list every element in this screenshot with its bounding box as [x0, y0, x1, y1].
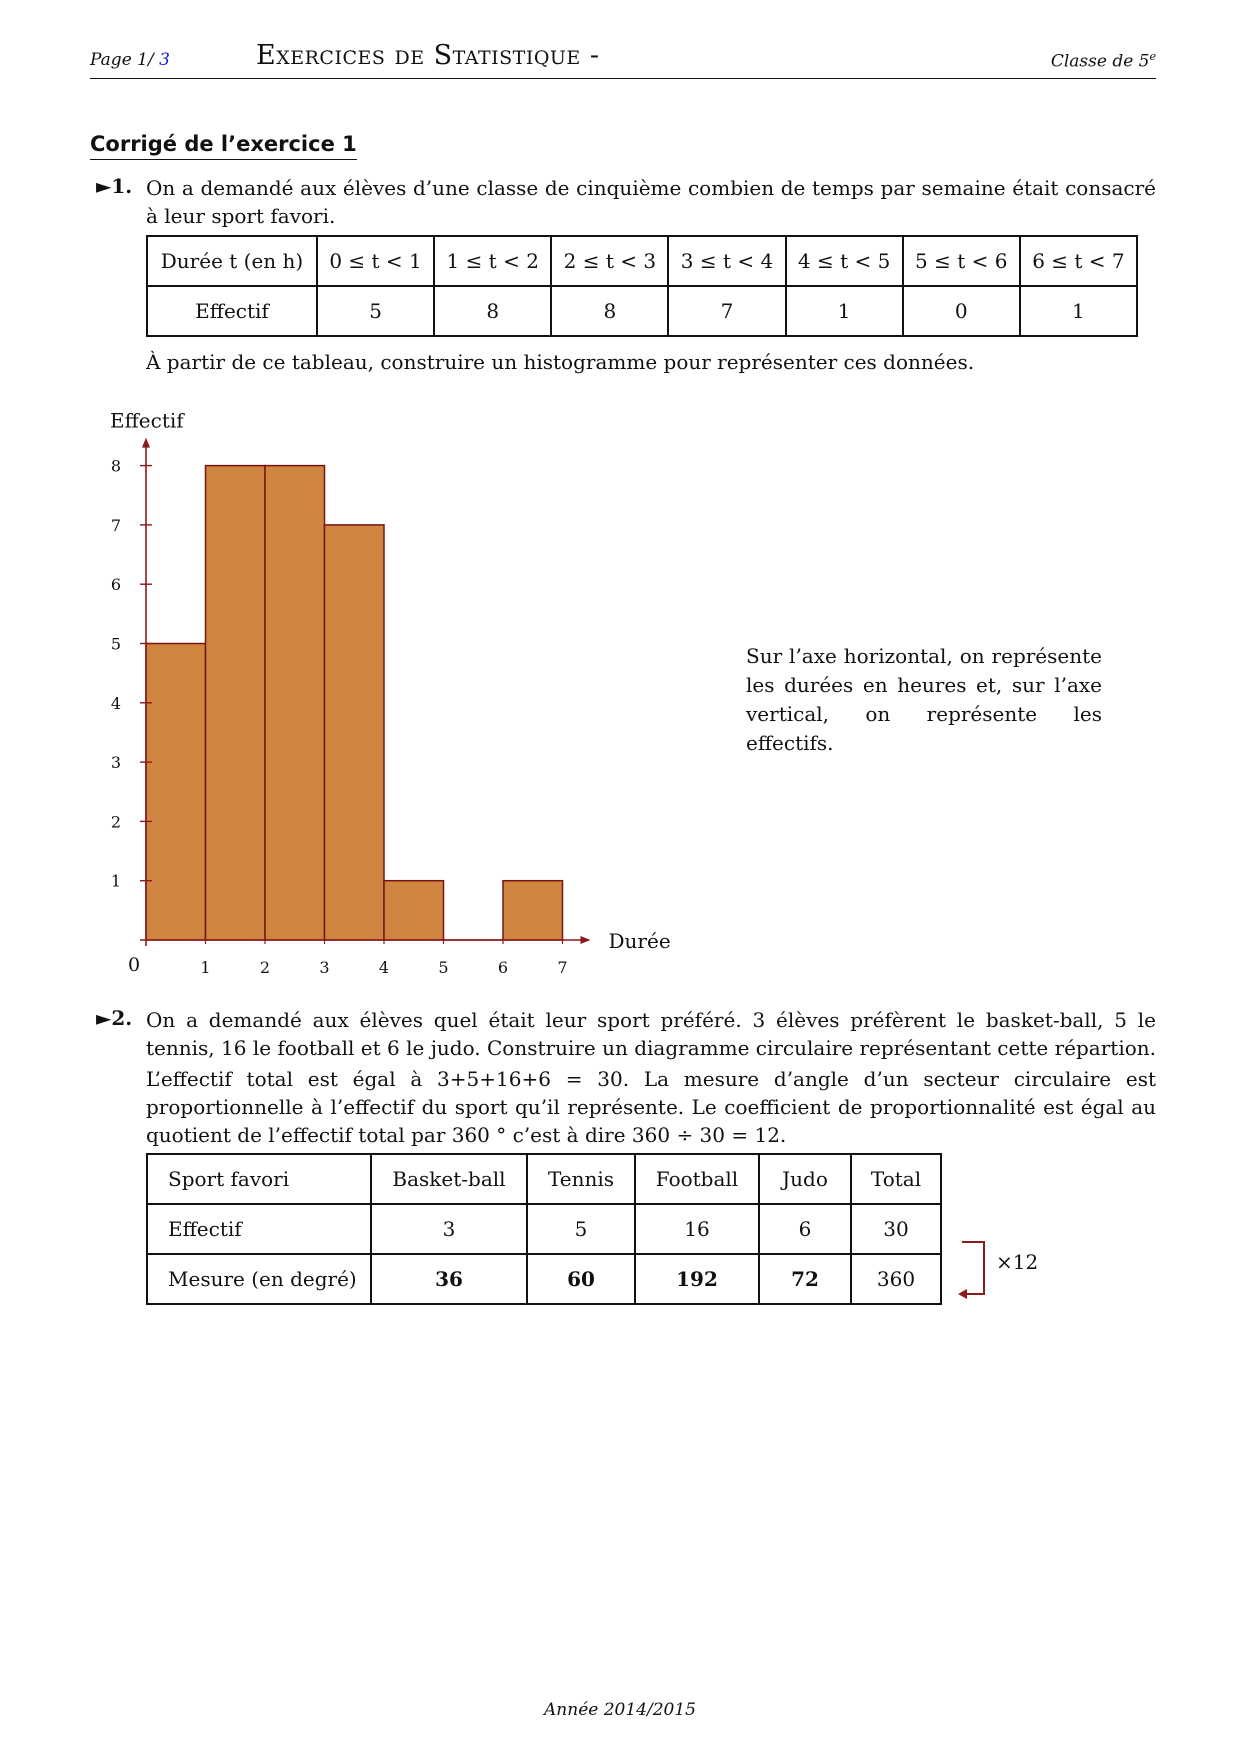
- y-tick-label: 7: [110, 515, 122, 535]
- multiply-arrow-icon: [956, 1236, 996, 1306]
- header-rule: [90, 78, 1156, 79]
- y-tick-label: 2: [110, 812, 122, 832]
- class-label-sup: e: [1149, 50, 1156, 63]
- table-cell: 60: [527, 1254, 635, 1304]
- x-tick-label: 5: [438, 958, 449, 977]
- section-title: Corrigé de l’exercice 1: [90, 132, 357, 160]
- table-cell: Durée t (en h): [147, 236, 317, 286]
- table-row: [147, 1204, 941, 1254]
- table-cell: 1: [1020, 286, 1137, 336]
- table-row: [147, 1254, 941, 1304]
- x-tick-label: 3: [319, 958, 330, 977]
- q2-marker: ►2.: [96, 1006, 133, 1030]
- x-tick-label: 7: [557, 958, 568, 977]
- x-tick-label: 4: [378, 958, 390, 977]
- q1-marker: ►1.: [96, 174, 133, 198]
- footer-year: Année 2014/2015: [544, 1700, 696, 1720]
- y-axis-label: Effectif: [110, 408, 184, 433]
- table-cell: 0: [903, 286, 1020, 336]
- y-tick-label: 6: [110, 575, 122, 595]
- sport-table: [146, 1153, 942, 1305]
- table-cell: Football: [635, 1154, 759, 1204]
- histogram-bar: [265, 466, 325, 940]
- histogram-bar: [503, 881, 563, 940]
- table-cell: Sport favori: [147, 1154, 371, 1204]
- q1-instruction: À partir de ce tableau, construire un histogramme pour représenter ces données.: [146, 350, 975, 374]
- table-cell: 72: [759, 1254, 851, 1304]
- table-cell: Tennis: [527, 1154, 635, 1204]
- table-cell: 360: [851, 1254, 941, 1304]
- table-cell: 1 ≤ t < 2: [434, 236, 551, 286]
- x-tick-label: 2: [259, 958, 271, 977]
- y-tick-label: 8: [110, 456, 122, 476]
- table-row: [147, 1154, 941, 1204]
- table-cell: Judo: [759, 1154, 851, 1204]
- table-cell: 0 ≤ t < 1: [317, 236, 434, 286]
- y-axis-arrow-icon: [142, 438, 150, 448]
- table-cell: 36: [371, 1254, 527, 1304]
- table-cell: 5: [317, 286, 434, 336]
- histogram-bar: [146, 644, 206, 941]
- q2-explanation: L’effectif total est égal à 3+5+16+6 = 30. La mesure d’angle d’un secteur circulaire est proportionnelle à l’effectif du sport qu’il représente. Le coefficient de proportionnalité est égal au quotient de l’effectif total par 360 ° c’est à dire 360 ÷ 30 = 12.: [146, 1067, 1156, 1147]
- histogram-bar: [206, 466, 266, 940]
- y-tick-label: 1: [110, 871, 122, 891]
- origin-label: 0: [127, 954, 141, 976]
- table-cell: Basket-ball: [371, 1154, 527, 1204]
- x-axis-label: Durée: [608, 929, 671, 953]
- x-axis-arrow-icon: [581, 936, 591, 944]
- y-tick-label: 5: [110, 634, 122, 654]
- table-cell: 3: [371, 1204, 527, 1254]
- table-row: [147, 286, 1137, 336]
- y-tick-label: 4: [110, 693, 122, 713]
- q2-text: On a demandé aux élèves quel était leur sport préféré. 3 élèves préfèrent le basket-ball, 5 le tennis, 16 le football et 6 le judo. Construire un diagramme circulaire représentant cette répartion.: [146, 1008, 1156, 1060]
- table-cell: 8: [551, 286, 668, 336]
- table-cell: 8: [434, 286, 551, 336]
- x-tick-label: 1: [200, 958, 211, 977]
- histogram-bar: [384, 881, 444, 940]
- table-cell: 30: [851, 1204, 941, 1254]
- table-cell: 5 ≤ t < 6: [903, 236, 1020, 286]
- table-cell: Effectif: [147, 1204, 371, 1254]
- table-cell: 16: [635, 1204, 759, 1254]
- table-cell: 5: [527, 1204, 635, 1254]
- duration-table: [146, 235, 1138, 337]
- table-cell: Effectif: [147, 286, 317, 336]
- y-tick-label: 3: [110, 753, 122, 773]
- histogram-bar: [325, 525, 385, 940]
- multiply-factor: ×12: [996, 1250, 1039, 1274]
- table-row: [147, 236, 1137, 286]
- class-label: [1051, 50, 1156, 72]
- table-cell: 192: [635, 1254, 759, 1304]
- table-cell: 6: [759, 1204, 851, 1254]
- table-cell: 2 ≤ t < 3: [551, 236, 668, 286]
- chart-explanation: Sur l’axe horizontal, on représente les durées en heures et, sur l’axe vertical, on représente les effectifs.: [746, 644, 1102, 755]
- table-cell: 4 ≤ t < 5: [786, 236, 903, 286]
- page-number: [90, 50, 170, 70]
- table-cell: 1: [786, 286, 903, 336]
- table-cell: 6 ≤ t < 7: [1020, 236, 1137, 286]
- table-cell: 7: [668, 286, 785, 336]
- table-cell: Mesure (en degré): [147, 1254, 371, 1304]
- table-cell: 3 ≤ t < 4: [668, 236, 785, 286]
- x-tick-label: 6: [497, 958, 509, 977]
- page-total-link[interactable]: 3: [159, 50, 170, 70]
- q1-text: On a demandé aux élèves d’une classe de cinquième combien de temps par semaine était consacré à leur sport favori.: [146, 176, 1156, 228]
- page-label: Page 1/: [90, 50, 154, 70]
- class-label-text: Classe de 5: [1050, 51, 1150, 72]
- table-cell: Total: [851, 1154, 941, 1204]
- document-title: Exercices de Statistique -: [256, 40, 600, 71]
